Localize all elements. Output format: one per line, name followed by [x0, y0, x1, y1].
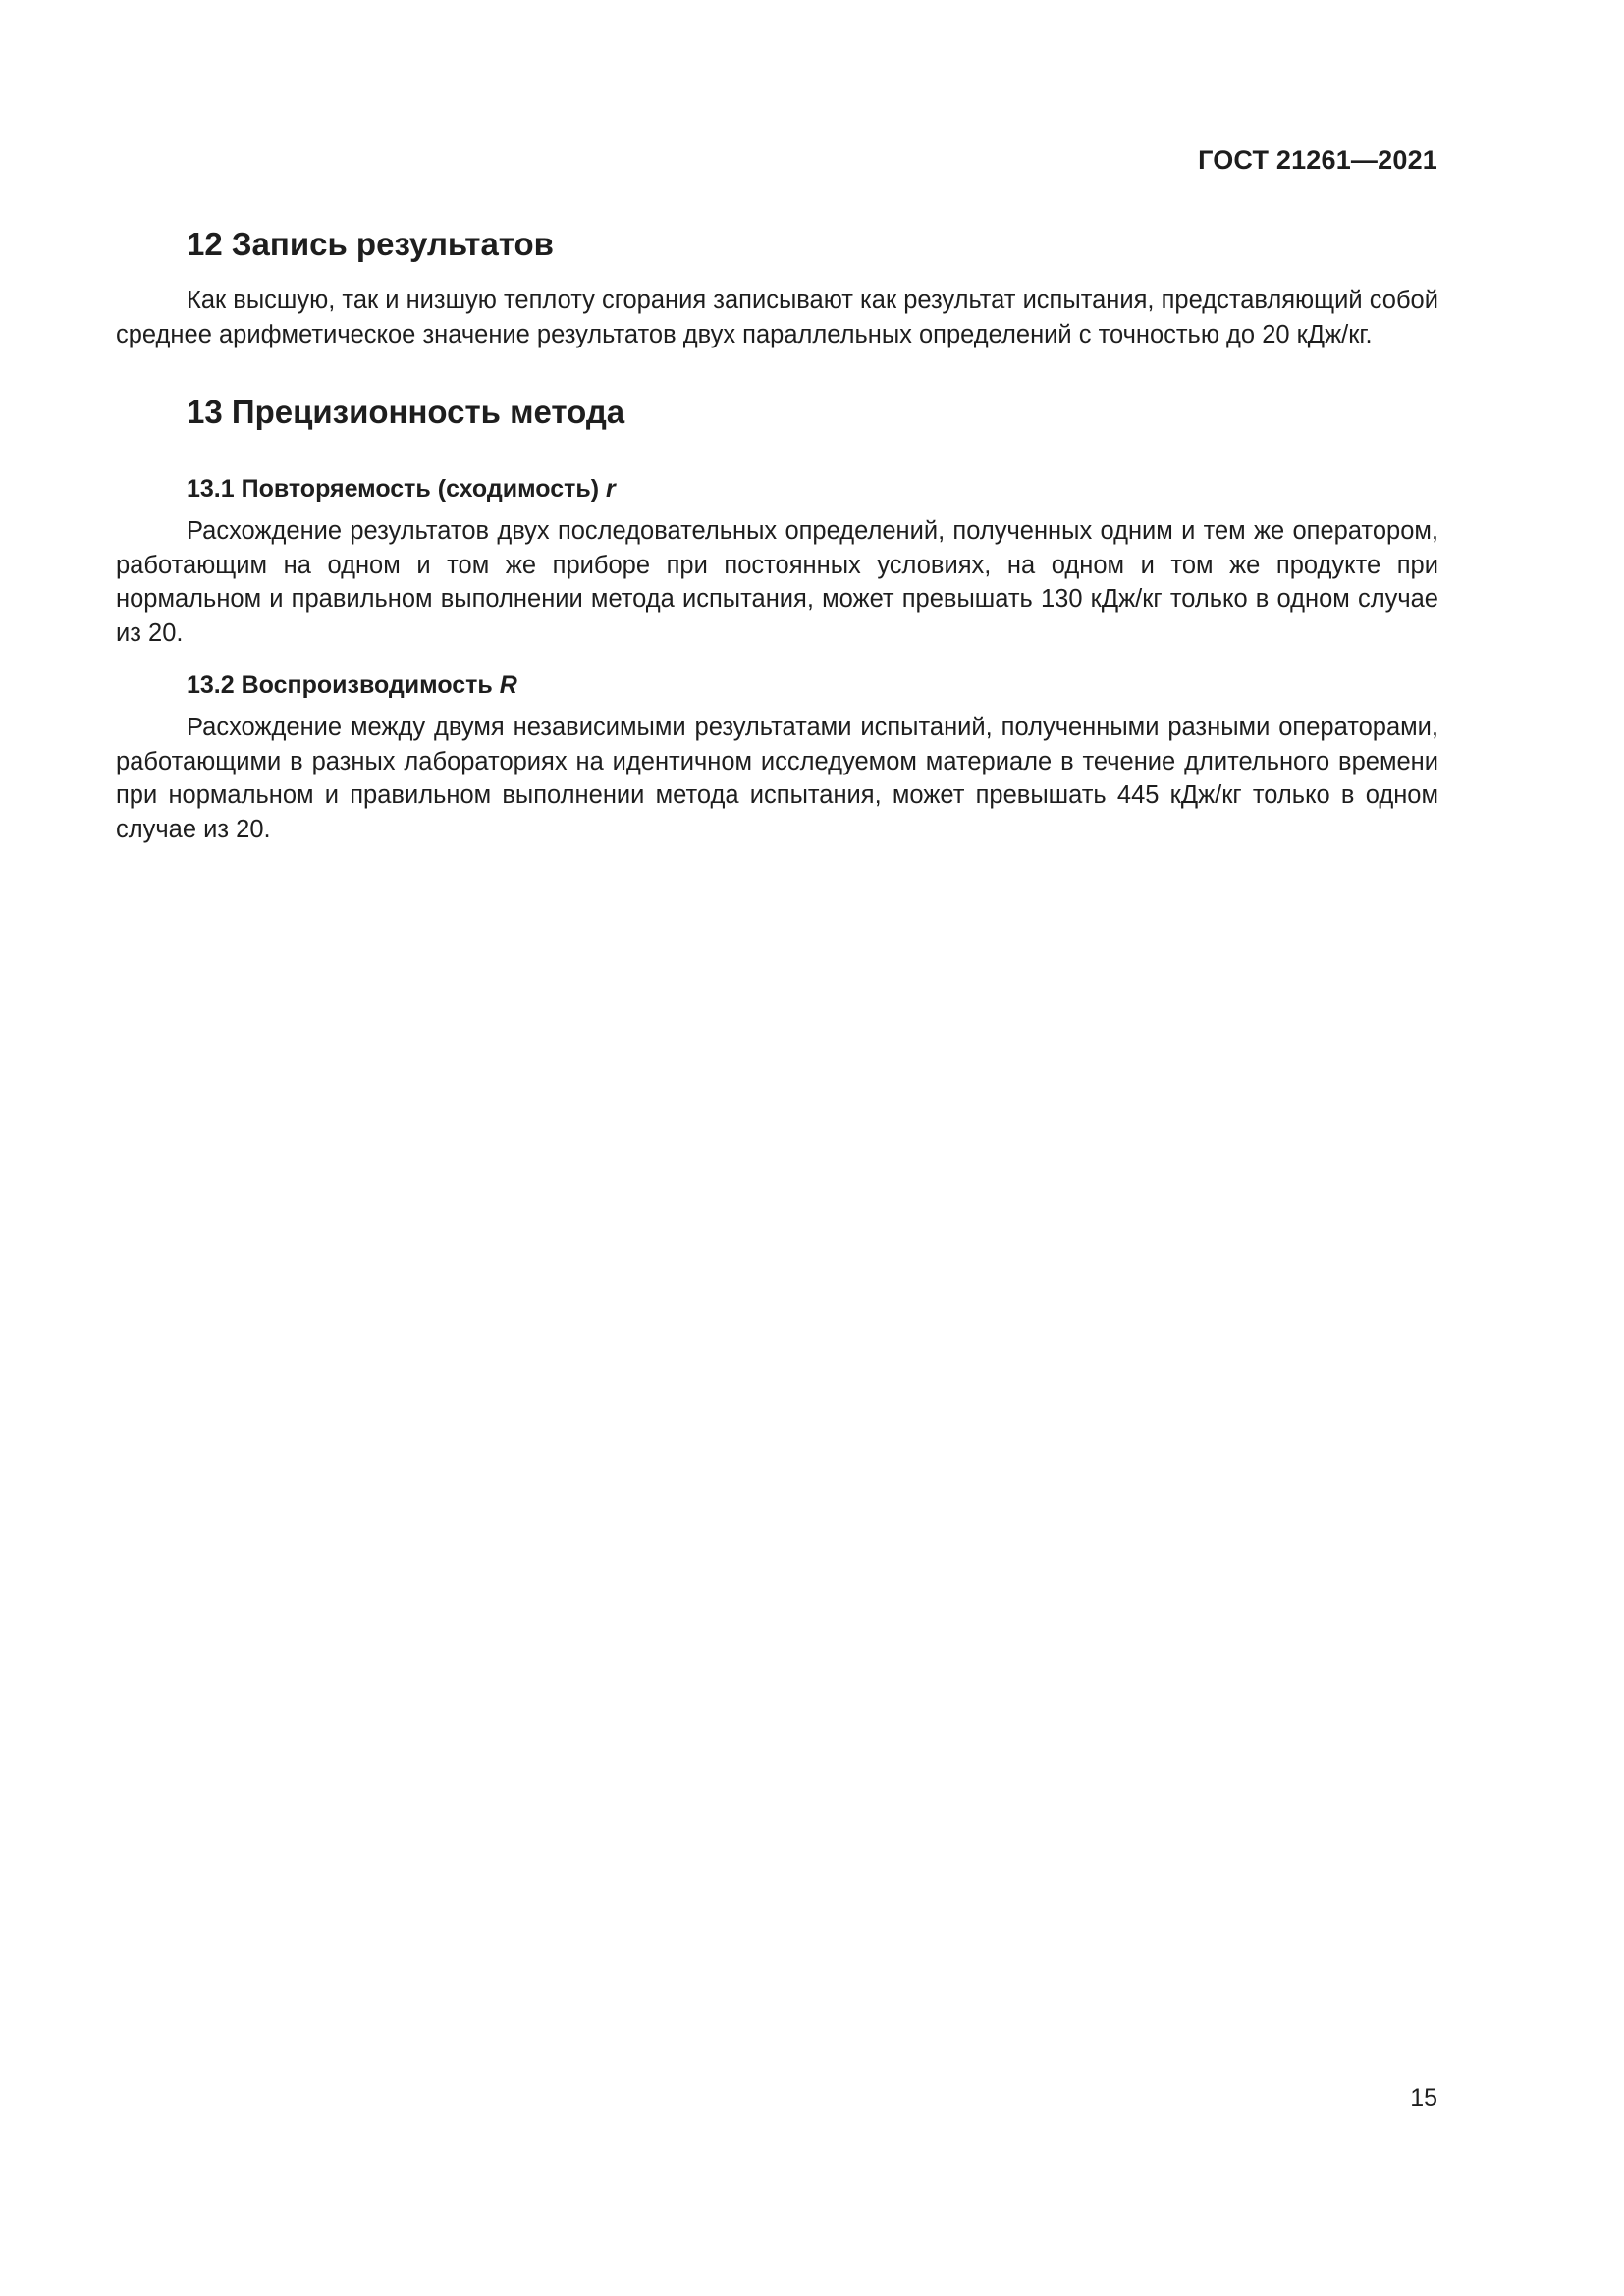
subsection-13-2-symbol: R [499, 671, 517, 699]
subsection-13-1-symbol: r [606, 475, 616, 503]
subsection-13-1-title [116, 471, 1438, 507]
subsection-13-1-paragraph: Расхождение результатов двух последовательных определений, полученных одним и тем же оператором, работающим на одном и том же приборе при постоянных условиях, на одном и том же продукте при нормальном и правильном выполнении метода испытания, может превышать 130 кДж/кг только в одном случае из 20. [116, 517, 1438, 647]
document-id-header: ГОСТ 21261—2021 [1198, 145, 1437, 175]
subsection-13-2-title [116, 667, 1438, 703]
section-12-title: 12 Запись результатов [187, 226, 554, 262]
section-12-paragraph: Как высшую, так и низшую теплоту сгорания записывают как результат испытания, представляющий собой среднее арифметическое значение результатов двух параллельных определений с точностью до 20 кДж/кг. [116, 287, 1438, 348]
subsection-13-1-title-text: 13.1 Повторяемость (сходимость) [187, 475, 600, 503]
page-number: 15 [1410, 2084, 1437, 2111]
section-13-title: 13 Прецизионность метода [187, 394, 625, 430]
subsection-13-2-paragraph: Расхождение между двумя независимыми результатами испытаний, полученными разными операторами, работающими в разных лабораториях на идентичном исследуемом материале в течение длительного времени при нормальном и правильном выполнении метода испытания, может превышать 445 кДж/кг только в одном случае из 20. [116, 714, 1438, 843]
document-body [116, 221, 1438, 846]
subsection-13-2-title-text: 13.2 Воспроизводимость [187, 671, 493, 699]
